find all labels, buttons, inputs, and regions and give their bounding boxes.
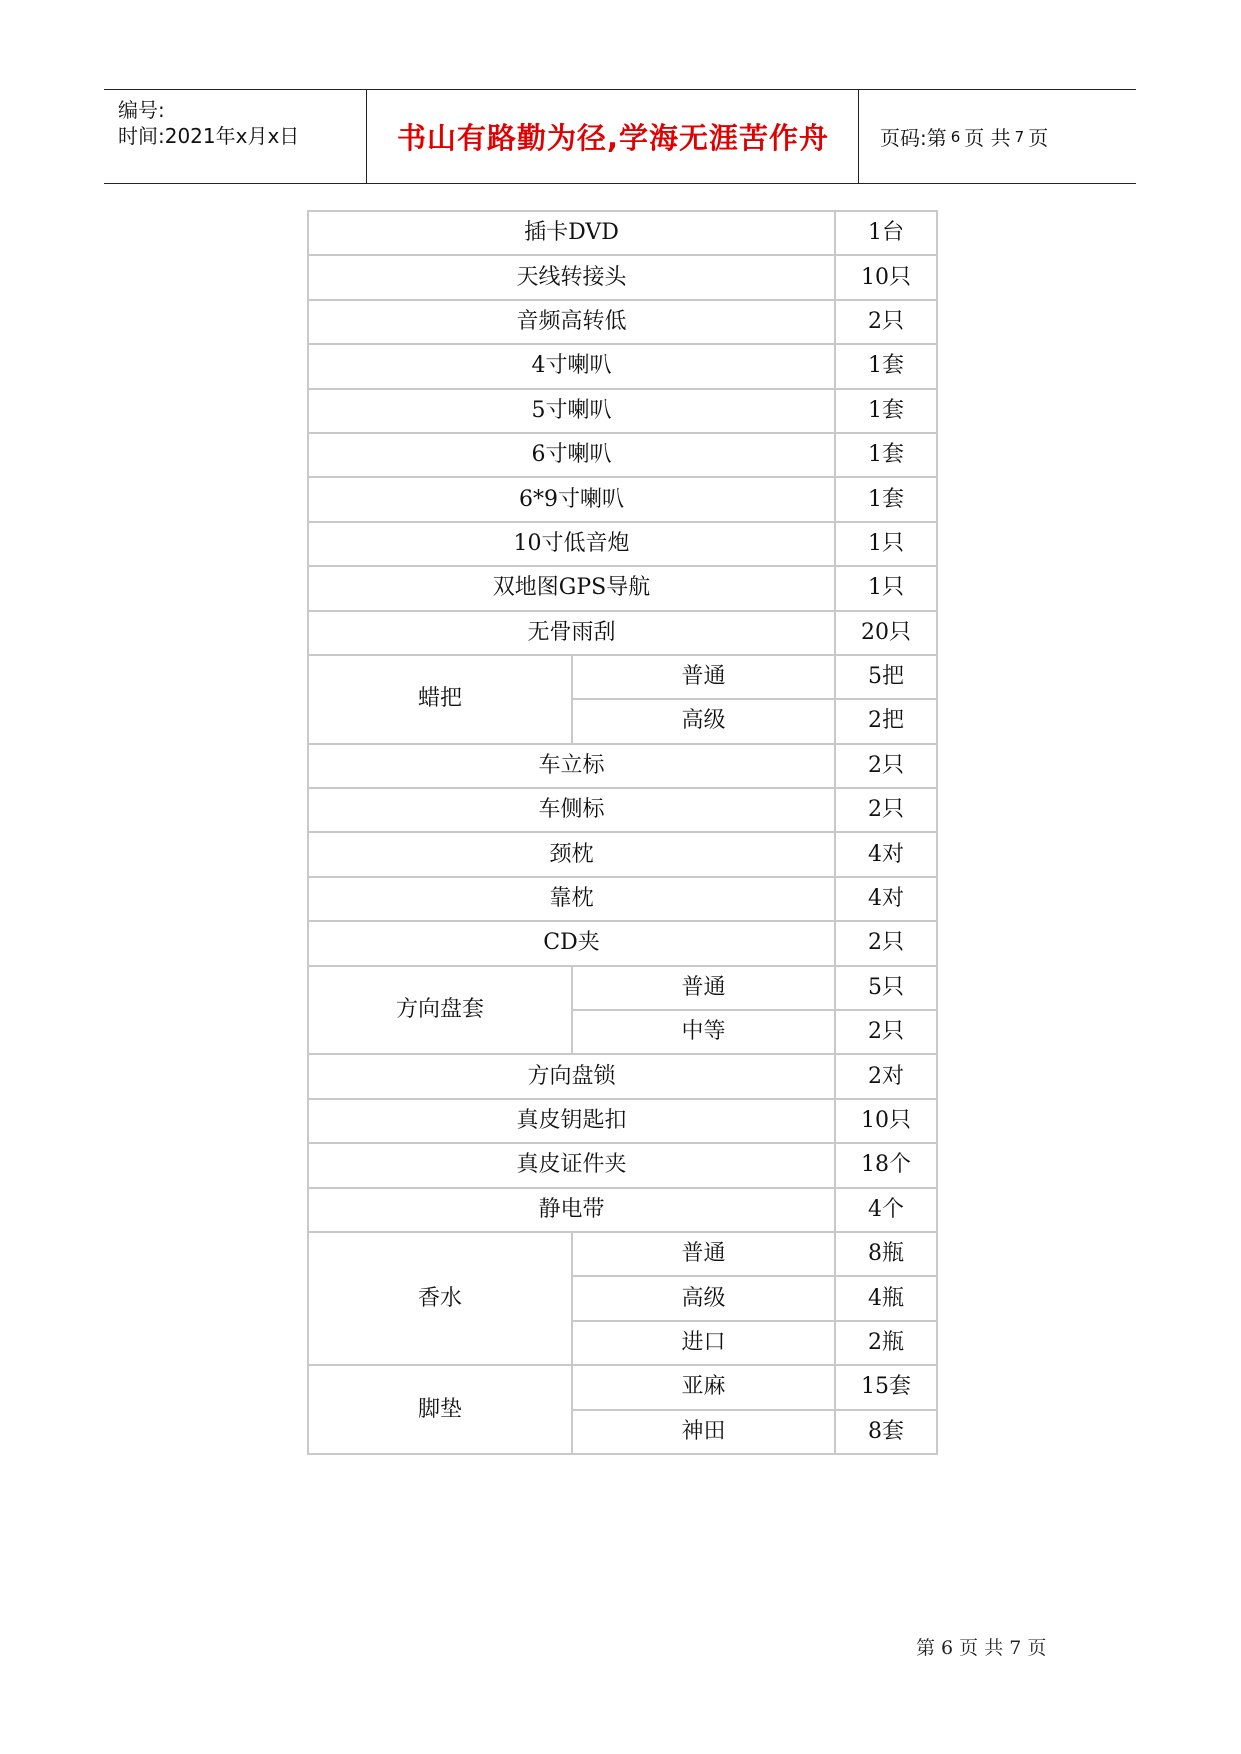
item-name-cell: 6*9寸喇叭 xyxy=(308,477,835,521)
table-row xyxy=(308,611,937,655)
item-qty-cell: 20只 xyxy=(835,611,937,655)
table-row xyxy=(308,744,937,788)
table-row xyxy=(308,1232,937,1276)
table-row xyxy=(308,921,937,965)
item-qty-cell: 10只 xyxy=(835,255,937,299)
header-motto: 书山有路勤为径,学海无涯苦作舟 xyxy=(368,90,859,183)
table-row xyxy=(308,389,937,433)
page-footer: 第 6 页 共 7 页 xyxy=(916,1637,1047,1659)
item-name-cell: 方向盘套 xyxy=(308,966,572,1055)
item-qty-cell: 1套 xyxy=(835,433,937,477)
page-suffix: 页 xyxy=(1028,126,1049,150)
item-name-cell: 天线转接头 xyxy=(308,255,835,299)
item-name-cell: 方向盘锁 xyxy=(308,1054,835,1098)
table-row xyxy=(308,566,937,610)
table-row xyxy=(308,255,937,299)
item-qty-cell: 15套 xyxy=(835,1365,937,1409)
page-prefix: 页码:第 xyxy=(880,126,947,150)
header-meta xyxy=(104,90,367,183)
table-row xyxy=(308,877,937,921)
inventory-table xyxy=(307,210,938,1455)
item-name-cell: 靠枕 xyxy=(308,877,835,921)
item-qty-cell: 2把 xyxy=(835,699,937,743)
item-name-cell: 香水 xyxy=(308,1232,572,1365)
table-row xyxy=(308,344,937,388)
table-row xyxy=(308,1054,937,1098)
item-qty-cell: 1只 xyxy=(835,522,937,566)
table-row xyxy=(308,788,937,832)
item-grade-cell: 神田 xyxy=(572,1410,835,1454)
item-grade-cell: 高级 xyxy=(572,699,835,743)
item-name-cell: 插卡DVD xyxy=(308,211,835,255)
item-qty-cell: 10只 xyxy=(835,1099,937,1143)
table-row xyxy=(308,300,937,344)
page-current: 6 xyxy=(950,127,961,146)
inventory-table-body xyxy=(308,211,937,1454)
item-grade-cell: 亚麻 xyxy=(572,1365,835,1409)
page-total: 7 xyxy=(1014,127,1025,146)
item-name-cell: 无骨雨刮 xyxy=(308,611,835,655)
item-grade-cell: 进口 xyxy=(572,1321,835,1365)
item-name-cell: 4寸喇叭 xyxy=(308,344,835,388)
time-label: 时间:2021年x月x日 xyxy=(118,124,300,148)
item-name-cell: 静电带 xyxy=(308,1188,835,1232)
table-row xyxy=(308,477,937,521)
item-qty-cell: 2只 xyxy=(835,300,937,344)
page-mid: 页 共 xyxy=(964,126,1011,150)
item-grade-cell: 普通 xyxy=(572,966,835,1010)
table-row xyxy=(308,211,937,255)
item-grade-cell: 高级 xyxy=(572,1276,835,1320)
item-name-cell: 脚垫 xyxy=(308,1365,572,1454)
item-qty-cell: 2只 xyxy=(835,1010,937,1054)
table-row xyxy=(308,655,937,699)
table-row xyxy=(308,966,937,1010)
item-qty-cell: 8瓶 xyxy=(835,1232,937,1276)
table-row xyxy=(308,433,937,477)
table-row xyxy=(308,1099,937,1143)
page-header xyxy=(104,89,1136,184)
item-grade-cell: 普通 xyxy=(572,1232,835,1276)
item-name-cell: CD夹 xyxy=(308,921,835,965)
item-name-cell: 车立标 xyxy=(308,744,835,788)
item-name-cell: 10寸低音炮 xyxy=(308,522,835,566)
table-row xyxy=(308,1365,937,1409)
serial-label: 编号: xyxy=(118,98,165,122)
item-qty-cell: 1台 xyxy=(835,211,937,255)
item-qty-cell: 2只 xyxy=(835,744,937,788)
item-name-cell: 车侧标 xyxy=(308,788,835,832)
item-qty-cell: 5只 xyxy=(835,966,937,1010)
item-name-cell: 真皮钥匙扣 xyxy=(308,1099,835,1143)
item-qty-cell: 4个 xyxy=(835,1188,937,1232)
item-qty-cell: 1套 xyxy=(835,344,937,388)
table-row xyxy=(308,1188,937,1232)
item-qty-cell: 8套 xyxy=(835,1410,937,1454)
item-qty-cell: 1只 xyxy=(835,566,937,610)
item-name-cell: 真皮证件夹 xyxy=(308,1143,835,1187)
item-qty-cell: 2只 xyxy=(835,788,937,832)
item-name-cell: 音频高转低 xyxy=(308,300,835,344)
item-qty-cell: 18个 xyxy=(835,1143,937,1187)
item-name-cell: 5寸喇叭 xyxy=(308,389,835,433)
item-qty-cell: 1套 xyxy=(835,389,937,433)
item-qty-cell: 1套 xyxy=(835,477,937,521)
item-name-cell: 颈枕 xyxy=(308,832,835,876)
item-name-cell: 双地图GPS导航 xyxy=(308,566,835,610)
item-qty-cell: 2瓶 xyxy=(835,1321,937,1365)
item-qty-cell: 2对 xyxy=(835,1054,937,1098)
item-name-cell: 6寸喇叭 xyxy=(308,433,835,477)
item-qty-cell: 4瓶 xyxy=(835,1276,937,1320)
item-grade-cell: 普通 xyxy=(572,655,835,699)
header-page-number xyxy=(864,90,1136,183)
item-name-cell: 蜡把 xyxy=(308,655,572,744)
item-qty-cell: 2只 xyxy=(835,921,937,965)
item-qty-cell: 4对 xyxy=(835,832,937,876)
item-qty-cell: 4对 xyxy=(835,877,937,921)
table-row xyxy=(308,522,937,566)
table-row xyxy=(308,1143,937,1187)
item-grade-cell: 中等 xyxy=(572,1010,835,1054)
item-qty-cell: 5把 xyxy=(835,655,937,699)
table-row xyxy=(308,832,937,876)
